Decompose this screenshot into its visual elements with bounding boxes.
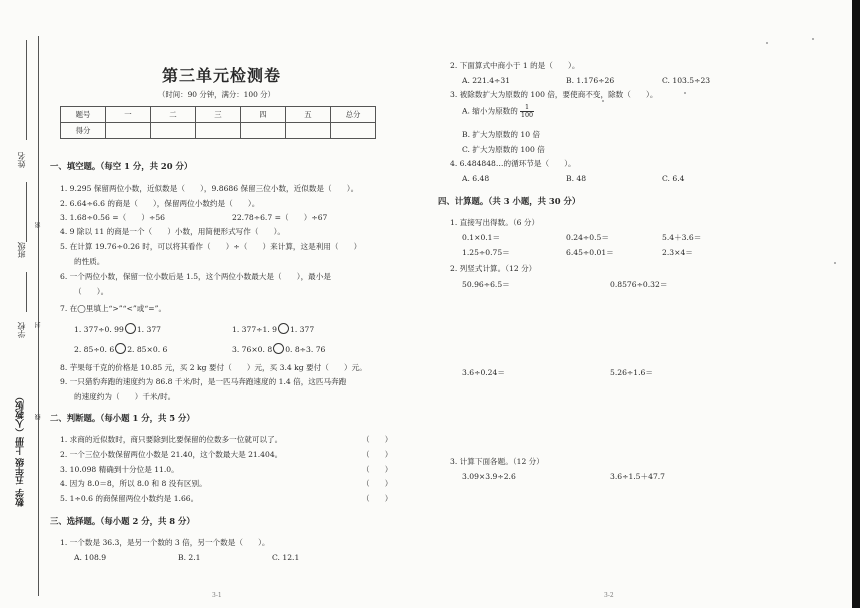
score-cell[interactable] [106,123,151,139]
fill-question-6b: （ ）。 [74,287,109,296]
binding-class-label: 班级 [17,242,26,258]
page-title: 第三单元检测卷 [162,66,282,85]
choice-option[interactable]: B. 2.1 [178,553,201,562]
choice-option[interactable]: A. 221.4÷31 [462,76,511,85]
score-header-cell: 四 [241,107,286,123]
section-choice-heading: 三、选择题。（每小题 2 分，共 8 分） [50,516,195,526]
compare-left: 2. 85÷0. 6 [74,345,115,354]
compare-item-4 [232,343,325,355]
scan-speck [602,100,604,102]
binding-school-label: 学校 [17,322,26,338]
scan-speck [834,262,836,264]
fill-question-9a: 9. 一只猎豹奔跑的速度约为 86.8 千米/时，是一匹马奔跑速度的 1.4 倍，这匹马奔跑 [60,377,347,386]
page-number-right: 3-2 [604,592,614,599]
calc-question-1: 1. 直接写出得数。（6 分） [450,218,540,227]
judge-answer-paren[interactable]: （ ） [362,494,393,503]
choice-option[interactable]: C. 103.5÷23 [662,76,711,85]
score-cell[interactable] [151,123,196,139]
page-subtitle: （时间：90 分钟，满分：100 分） [158,90,275,99]
fill-question-4: 4. 9 除以 11 的商是一个（ ）小数，用简便形式写作（ ）。 [60,227,286,236]
book-label: 数学 五年级 上册（人教版） [16,392,26,507]
compare-item-3 [74,343,167,355]
judge-answer-paren[interactable]: （ ） [362,479,393,488]
compare-circle-input[interactable] [278,323,289,334]
fill-question-8: 8. 芋果每千克的价格是 10.85 元，买 2 kg 要付（ ）元，买 3.4 kg 要付（ ）元。 [60,363,367,372]
section-calc-heading: 四、计算题。（共 3 小题，共 30 分） [438,196,581,206]
fraction-denominator: 100 [520,111,534,119]
compare-right: 1. 377 [136,325,161,334]
compare-left: 1. 377÷1. 9 [232,325,278,334]
seal-mark-1: 密 [35,222,42,228]
fill-question-6a: 6. 一个两位小数，保留一位小数后是 1.5，这个两位小数最大是（ ），最小是 [60,272,331,281]
choice-option[interactable]: C. 12.1 [272,553,300,562]
choice-option[interactable]: C. 6.4 [662,174,685,183]
judge-question-2: 2. 一个三位小数保留两位小数是 21.40，这个数最大是 21.404。 [60,450,283,459]
calc-item: 3.6÷0.24＝ [462,368,505,377]
choice-option[interactable] [462,104,534,119]
calc-item: 0.24÷0.5＝ [566,233,609,242]
school-underline [26,272,27,312]
judge-question-5: 5. 1÷0.6 的商保留两位小数约是 1.66。 [60,494,199,503]
fraction-numerator: 1 [520,104,534,112]
calc-item: 1.25÷0.75＝ [462,248,510,257]
binding-name-label: 姓名 [17,152,26,168]
name-underline [26,40,27,140]
compare-left: 1. 377÷0. 99 [74,325,124,334]
fill-question-3b: 22.78÷6.7 =（ ）÷67 [232,213,328,222]
score-cell[interactable] [241,123,286,139]
choice-option[interactable]: A. 108.9 [74,553,107,562]
calc-question-3: 3. 计算下面各题。（12 分） [450,457,544,466]
judge-question-1: 1. 求商的近似数时，商只要除到比要保留的位数多一位就可以了。 [60,435,283,444]
fill-question-1: 1. 9.295 保留两位小数，近似数是（ ），9.8686 保留三位小数，近似数是（ ）。 [60,184,359,193]
class-underline [26,182,27,242]
judge-answer-paren[interactable]: （ ） [362,435,393,444]
calc-item: 3.09×3.9÷2.6 [462,472,516,481]
fill-question-5b: 的性质。 [74,257,105,266]
seal-mark-2: 封 [35,322,42,328]
fill-question-3a: 3. 1.68÷0.56 =（ ）÷56 [60,213,166,222]
calc-item: 2.3×4＝ [662,248,693,257]
calc-item: 50.96÷6.5＝ [462,280,510,289]
choice-option[interactable]: B. 48 [566,174,587,183]
score-header-cell: 三 [196,107,241,123]
choice-question-4: 4. 6.484848…的循环节是（ ）。 [450,159,576,168]
score-table-header-row [61,107,376,123]
scan-edge-shadow [852,0,860,608]
score-cell[interactable] [196,123,241,139]
choice-question-1: 1. 一个数是 36.3，是另一个数的 3 倍，另一个数是（ ）。 [60,538,270,547]
score-cell[interactable] [331,123,376,139]
choice-option[interactable]: A. 6.48 [462,174,490,183]
compare-right: 1. 377 [290,325,315,334]
calc-item: 3.6÷1.5＋47.7 [610,472,666,481]
calc-item: 0.8576÷0.32＝ [610,280,668,289]
choice-option[interactable]: B. 1.176÷26 [566,76,615,85]
section-judge-heading: 二、判断题。（每小题 1 分，共 5 分） [50,413,195,423]
choice-question-3: 3. 被除数扩大为原数的 100 倍，要使商不变，除数（ ）。 [450,90,658,99]
score-header-cell: 总分 [331,107,376,123]
fill-question-2: 2. 6.64÷6.6 的商是（ ），保留两位小数约是（ ）。 [60,199,260,208]
score-table [60,106,376,139]
compare-item-2 [232,323,314,335]
choice-option[interactable]: C. 扩大为原数的 100 倍 [462,145,545,154]
score-header-cell: 五 [286,107,331,123]
judge-question-3: 3. 10.098 精确到十分位是 11.0。 [60,465,179,474]
score-cell[interactable] [286,123,331,139]
choice-option-text: A. 缩小为原数的 [462,106,518,116]
scan-speck [684,92,686,94]
compare-circle-input[interactable] [273,343,284,354]
choice-question-2: 2. 下面算式中商小于 1 的是（ ）。 [450,61,580,70]
page-number-left: 3-1 [212,592,222,599]
fill-question-5a: 5. 在计算 19.76÷0.26 时，可以将其看作（ ）÷（ ）来计算，这是利用（ ） [60,242,362,251]
calc-item: 5.26÷1.6＝ [610,368,653,377]
fill-question-9b: 的速度约为（ ）千米/时。 [74,392,176,401]
judge-answer-paren[interactable]: （ ） [362,465,393,474]
judge-answer-paren[interactable]: （ ） [362,450,393,459]
seal-mark-3: 线 [35,414,42,420]
fraction [520,104,534,119]
score-header-cell: 一 [106,107,151,123]
compare-circle-input[interactable] [125,323,136,334]
score-table-score-row [61,123,376,139]
scan-speck [812,38,814,40]
score-row-label: 得分 [61,123,106,139]
section-fill-heading: 一、填空题。（每空 1 分，共 20 分） [50,161,193,171]
calc-item: 0.1×0.1＝ [462,233,501,242]
compare-circle-input[interactable] [115,343,126,354]
judge-question-4: 4. 因为 8.0＝8，所以 8.0 和 8 没有区别。 [60,479,207,488]
choice-option[interactable]: B. 扩大为原数的 10 倍 [462,130,541,139]
calc-item: 5.4＋3.6＝ [662,233,702,242]
calc-item: 6.45÷0.01＝ [566,248,614,257]
score-header-cell: 题号 [61,107,106,123]
compare-right: 2. 85×0. 6 [127,345,168,354]
scan-speck [766,42,768,44]
score-header-cell: 二 [151,107,196,123]
calc-question-2: 2. 列竖式计算。（12 分） [450,264,537,273]
binding-line [38,36,39,596]
compare-right: 0. 8÷3. 76 [285,345,326,354]
compare-item-1 [74,323,161,335]
compare-left: 3. 76×0. 8 [232,345,273,354]
fill-question-7: 7. 在◯里填上“>”“<”或“=”。 [60,304,167,313]
